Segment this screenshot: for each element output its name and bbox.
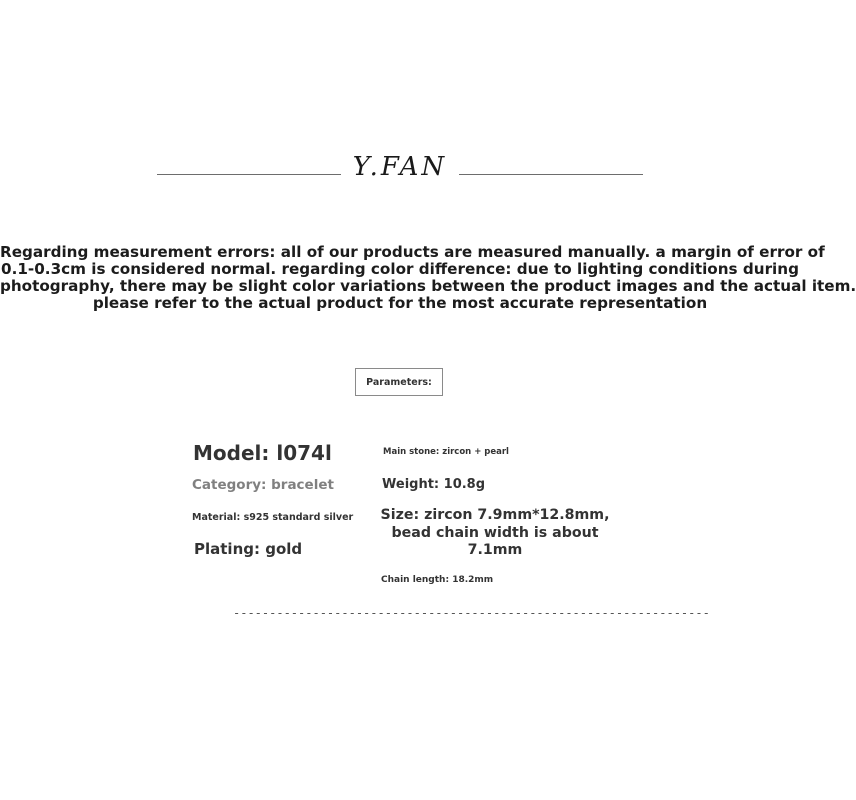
chain-length-value: Chain length: 18.2mm <box>381 575 494 585</box>
size-value <box>372 507 618 560</box>
dashed-divider: ------------------------------------------------------------------ <box>233 606 710 620</box>
measurement-notice <box>0 243 856 312</box>
main-stone-value: Main stone: zircon + pearl <box>383 447 509 457</box>
plating-value: Plating: gold <box>194 540 303 558</box>
parameters-heading-label: Parameters: <box>366 376 432 388</box>
weight-value: Weight: 10.8g <box>382 477 486 492</box>
notice-line: please refer to the actual product for the most accurate representation <box>92 294 708 312</box>
notice-line: Regarding measurement errors: all of our products are measured manually. a margin of error of <box>0 243 825 261</box>
brand-logo: Y.FAN <box>352 152 448 182</box>
size-line: Size: zircon 7.9mm*12.8mm, <box>380 507 610 523</box>
category-value: Category: bracelet <box>192 477 334 493</box>
size-line: bead chain width is about <box>391 524 599 541</box>
notice-line: 0.1-0.3cm is considered normal. regarding color difference: due to lighting conditions during <box>1 260 799 278</box>
model-value: Model: l074l <box>193 441 332 465</box>
header-rule-right <box>459 174 643 175</box>
size-line: 7.1mm <box>467 542 523 558</box>
parameters-heading <box>355 368 443 396</box>
notice-line: photography, there may be slight color variations between the product images and the actual item. <box>0 277 856 295</box>
header-rule-left <box>157 174 341 175</box>
material-value: Material: s925 standard silver <box>192 512 354 523</box>
